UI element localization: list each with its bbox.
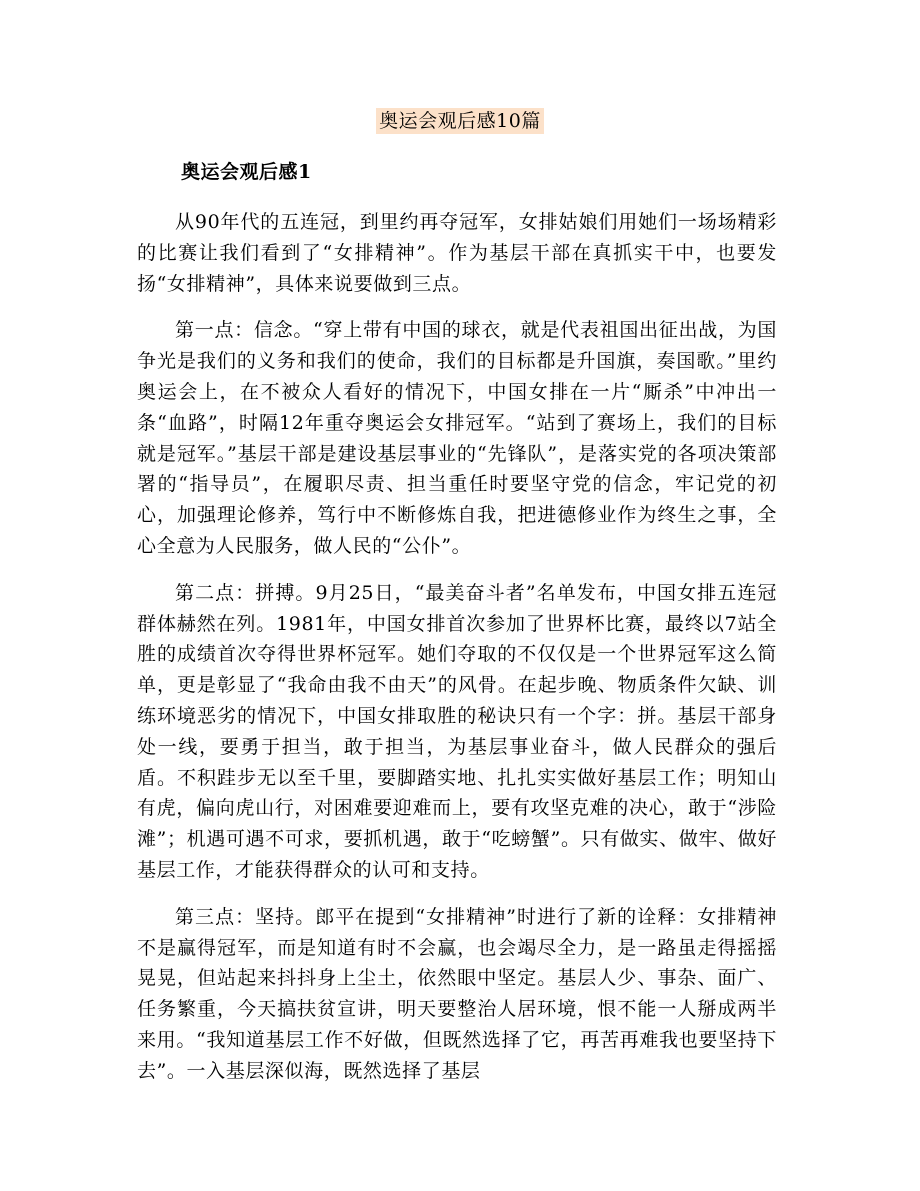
section-heading: 奥运会观后感1 bbox=[181, 161, 312, 183]
paragraph-point-one: 第一点：信念。“穿上带有中国的球衣，就是代表祖国出征出战，为国争光是我们的义务和我们的使命，我们的目标都是升国旗，奏国歌。”里约奥运会上，在不被众人看好的情况下，中国女排在一片“厮杀”中冲出一条“血路”，时隔12年重夺奥运会女排冠军。“站到了赛场上，我们的目标就是冠军。”基层干部是建设基层事业的“先锋队”，是落实党的各项决策部署的“指导员”，在履职尽责、担当重任时要坚守党的信念，牢记党的初心，加强理论修养，笃行中不断修炼自我，把进德修业作为终生之事，全心全意为人民服务，做人民的“公仆”。 bbox=[137, 319, 777, 557]
document-title: 奥运会观后感10篇 bbox=[376, 108, 544, 134]
title-container bbox=[0, 108, 920, 134]
paragraph-point-two: 第二点：拼搏。9月25日，“最美奋斗者”名单发布，中国女排五连冠群体赫然在列。1981年，中国女排首次参加了世界杯比赛，最终以7站全胜的成绩首次夺得世界杯冠军。她们夺取的不仅仅是一个世界冠军这么简单，更是彰显了“我命由我不由天”的风骨。在起步晚、物质条件欠缺、训练环境恶劣的情况下，中国女排取胜的秘诀只有一个字：拼。基层干部身处一线，要勇于担当，敢于担当，为基层事业奋斗，做人民群众的强后盾。不积跬步无以至千里，要脚踏实地、扎扎实实做好基层工作；明知山有虎，偏向虎山行，对困难要迎难而上，要有攻坚克难的决心，敢于“涉险滩”；机遇可遇不可求，要抓机遇，敢于“吃螃蟹”。只有做实、做牢、做好基层工作，才能获得群众的认可和支持。 bbox=[137, 581, 777, 881]
paragraph-point-three: 第三点：坚持。郎平在提到“女排精神”时进行了新的诠释：女排精神不是赢得冠军，而是知道有时不会赢，也会竭尽全力，是一路虽走得摇摇晃晃，但站起来抖抖身上尘土，依然眼中坚定。基层人少、事杂、面广、任务繁重，今天搞扶贫宣讲，明天要整治人居环境，恨不能一人掰成两半来用。“我知道基层工作不好做，但既然选择了它，再苦再难我也要坚持下去”。一入基层深似海，既然选择了基层 bbox=[137, 905, 777, 1082]
paragraph-intro: 从90年代的五连冠，到里约再夺冠军，女排姑娘们用她们一场场精彩的比赛让我们看到了“女排精神”。作为基层干部在真抓实干中，也要发扬“女排精神”，具体来说要做到三点。 bbox=[137, 211, 777, 295]
document-body bbox=[137, 207, 777, 1103]
